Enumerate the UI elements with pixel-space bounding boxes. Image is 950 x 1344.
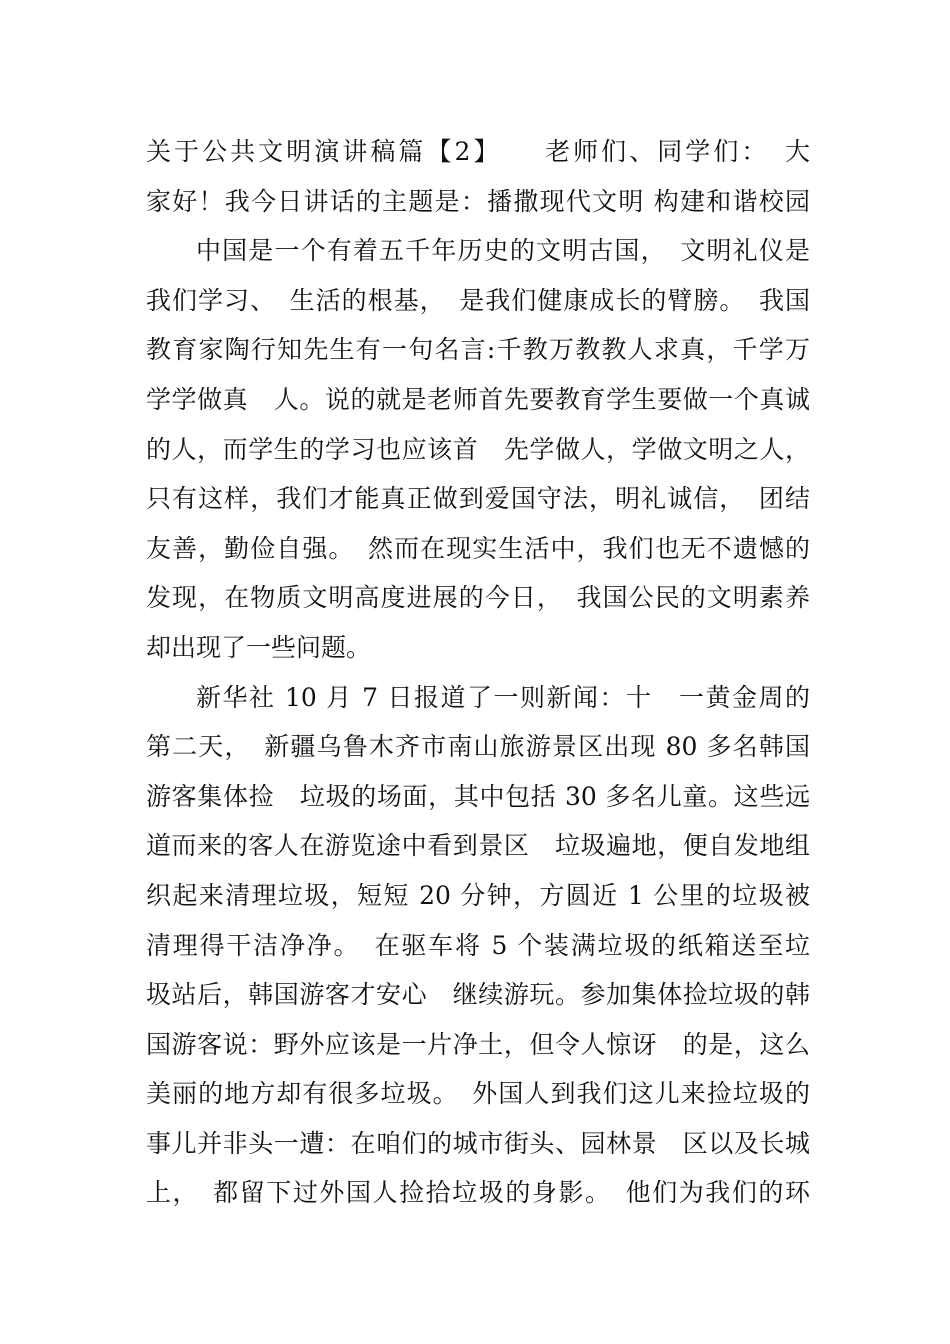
text-line: 中国是一个有着五千年历史的文明古国， 文明礼仪是 — [196, 236, 810, 266]
text-line: 第二天， 新疆乌鲁木齐市南山旅游景区出现 80 多名韩国 — [146, 732, 810, 762]
text-line: 美丽的地方却有很多垃圾。 外国人到我们这儿来捡垃圾的 — [146, 1079, 810, 1109]
text-line: 学学做真 人。说的就是老师首先要教育学生要做一个真诚 — [146, 384, 810, 414]
text-line: 只有这样，我们才能真正做到爱国守法，明礼诚信， 团结 — [146, 484, 810, 514]
text-line: 上， 都留下过外国人捡拾垃圾的身影。 他们为我们的环 — [146, 1178, 810, 1208]
text-line: 关于公共文明演讲稿篇【2】 老师们、同学们： 大 — [146, 137, 810, 166]
text-line: 清理得干洁净净。 在驱车将 5 个装满垃圾的纸箱送至垃 — [146, 930, 810, 960]
speech-body — [146, 127, 810, 1218]
text-line: 织起来清理垃圾，短短 20 分钟，方圆近 1 公里的垃圾被 — [146, 880, 810, 910]
text-line: 我们学习、 生活的根基， 是我们健康成长的臂膀。 我国 — [146, 285, 810, 315]
text-line: 事儿并非头一遭：在咱们的城市街头、园林景 区以及长城 — [146, 1128, 810, 1158]
text-line: 道而来的客人在游览途中看到景区 垃圾遍地，便自发地组 — [146, 831, 810, 861]
text-line: 的人，而学生的学习也应该首 先学做人，学做文明之人， — [146, 434, 810, 464]
text-line: 教育家陶行知先生有一句名言:千教万教教人求真，千学万 — [146, 335, 810, 365]
text-line: 却出现了一些问题。 — [146, 632, 372, 662]
text-line: 游客集体捡 垃圾的场面，其中包括 30 多名儿童。这些远 — [146, 781, 810, 811]
text-line: 新华社 10 月 7 日报道了一则新闻：十 一黄金周的 — [196, 682, 810, 712]
text-line: 家好！我今日讲话的主题是：播撒现代文明 构建和谐校园 — [146, 186, 810, 216]
text-line: 发现，在物质文明高度进展的今日， 我国公民的文明素养 — [146, 583, 810, 613]
text-line: 友善，勤俭自强。 然而在现实生活中，我们也无不遗憾的 — [146, 533, 810, 563]
text-line: 国游客说：野外应该是一片净土，但令人惊讶 的是，这么 — [146, 1029, 810, 1059]
text-line: 圾站后，韩国游客才安心 继续游玩。参加集体捡垃圾的韩 — [146, 980, 810, 1010]
